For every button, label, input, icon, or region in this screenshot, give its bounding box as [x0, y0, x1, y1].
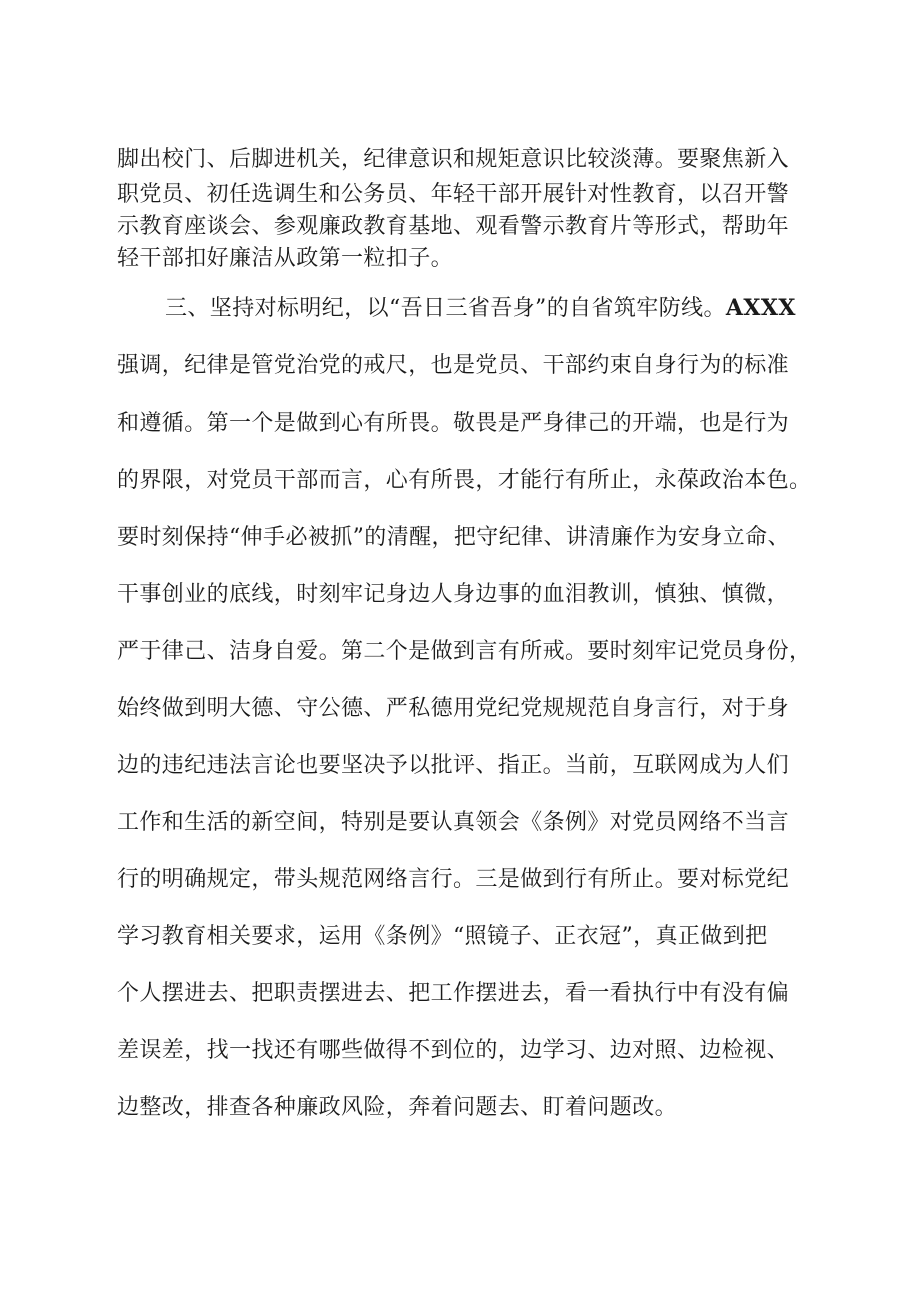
paragraph-2-line-5: 要时刻保持“伸手必被抓”的清醒，把守纪律、讲清廉作为安身立命、 — [117, 525, 790, 550]
paragraph-2-line-6: 干事创业的底线，时刻牢记身边人身边事的血泪教训，慎独、慎微， — [117, 582, 790, 607]
paragraph-2-line-3: 和遵循。第一个是做到心有所畏。敬畏是严身律己的开端，也是行为 — [117, 411, 790, 436]
paragraph-2-line-2: 强调，纪律是管党治党的戒尺，也是党员、干部约束自身行为的标准 — [117, 353, 790, 378]
paragraph-2-line-9: 边的违纪违法言论也要坚决予以批评、指正。当前，互联网成为人们 — [117, 753, 790, 778]
paragraph-1-line-2: 职党员、初任选调生和公务员、年轻干部开展针对性教育，以召开警 — [117, 182, 790, 207]
section-heading-text: 三、坚持对标明纪，以“吾日三省吾身”的自省筑牢防线。 — [165, 296, 726, 321]
paragraph-2-line-14: 差误差，找一找还有哪些做得不到位的，边学习、边对照、边检视、 — [117, 1038, 790, 1063]
paragraph-2-line-10: 工作和生活的新空间，特别是要认真领会《条例》对党员网络不当言 — [117, 810, 790, 835]
paragraph-2-line-7: 严于律己、洁身自爱。第二个是做到言有所戒。要时刻牢记党员身份， — [117, 639, 812, 664]
paragraph-2-line-15: 边整改，排查各种廉政风险，奔着问题去、盯着问题改。 — [117, 1095, 678, 1120]
section-heading-bold: AXXX — [725, 295, 796, 321]
paragraph-2-line-4: 的界限，对党员干部而言，心有所畏，才能行有所止，永葆政治本色。 — [117, 468, 812, 493]
paragraph-1-line-3: 示教育座谈会、参观廉政教育基地、观看警示教育片等形式，帮助年 — [117, 214, 790, 239]
paragraph-2-line-12: 学习教育相关要求，运用《条例》“照镜子、正衣冠”，真正做到把 — [117, 924, 768, 949]
paragraph-1-line-1: 脚出校门、后脚进机关，纪律意识和规矩意识比较淡薄。要聚焦新入 — [117, 147, 790, 172]
paragraph-2-line-13: 个人摆进去、把职责摆进去、把工作摆进去，看一看执行中有没有偏 — [117, 981, 790, 1006]
paragraph-2-line-11: 行的明确规定，带头规范网络言行。三是做到行有所止。要对标党纪 — [117, 867, 790, 892]
paragraph-2-line-8: 始终做到明大德、守公德、严私德用党纪党规规范自身言行，对于身 — [117, 696, 790, 721]
paragraph-2-line-1 — [165, 293, 822, 324]
paragraph-1-line-4: 轻干部扣好廉洁从政第一粒扣子。 — [117, 246, 454, 271]
